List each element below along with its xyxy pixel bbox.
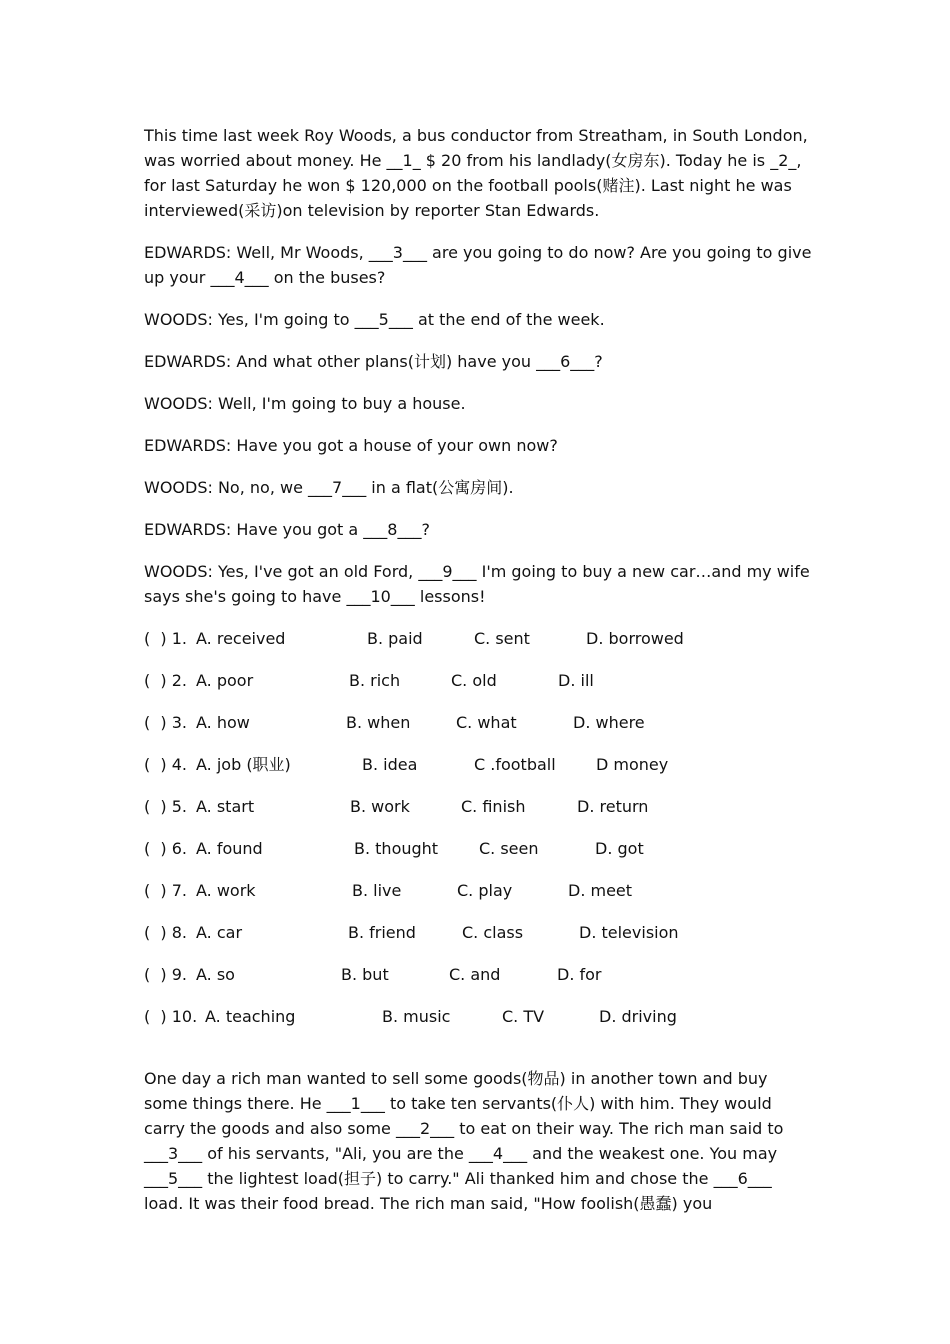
dialogue-line: EDWARDS: Have you got a house of your own now? (144, 436, 558, 455)
passage1-intro: This time last week Roy Woods, a bus conductor from Streatham, in South London, was worried about money. He __1_ $ 20 from his landlady(女房东). Today he is _2_, for last Saturday he won $ 120,000 on the football pools(赌注). Last night he was interviewed(采访)on television by reporter Stan Edwards. (144, 126, 808, 220)
question-number: ( ) 8. (144, 923, 188, 942)
question-number: ( ) 10. (144, 1007, 198, 1026)
option-a: A. start (196, 797, 255, 816)
option-b: B. when (346, 713, 411, 732)
question-number: ( ) 5. (144, 797, 188, 816)
option-d: D. ill (558, 671, 594, 690)
option-c: C. and (449, 965, 501, 984)
option-b: B. idea (362, 755, 418, 774)
option-d: D. meet (568, 881, 633, 900)
question-number: ( ) 2. (144, 671, 188, 690)
dialogue-line: WOODS: Yes, I'm going to ___5___ at the end of the week. (144, 310, 605, 329)
option-d: D money (596, 755, 669, 774)
section-spacer (144, 1046, 816, 1066)
option-c: C. sent (474, 629, 530, 648)
option-b: B. music (382, 1007, 451, 1026)
dialogue-line: WOODS: Well, I'm going to buy a house. (144, 394, 466, 413)
option-c: C. play (457, 881, 513, 900)
option-c: C. old (451, 671, 497, 690)
option-a: A. so (196, 965, 235, 984)
option-d: D. driving (599, 1007, 677, 1026)
question-item (144, 668, 816, 693)
dialogue-line: WOODS: No, no, we ___7___ in a flat(公寓房间). (144, 478, 514, 497)
option-d: D. television (579, 923, 679, 942)
document-page (144, 123, 816, 1233)
option-a: A. poor (196, 671, 254, 690)
option-b: B. paid (367, 629, 423, 648)
option-c: C. TV (502, 1007, 545, 1026)
question-number: ( ) 6. (144, 839, 188, 858)
option-c: C .football (474, 755, 556, 774)
option-a: A. work (196, 881, 256, 900)
option-c: C. seen (479, 839, 539, 858)
question-item (144, 794, 816, 819)
question-item (144, 710, 816, 735)
option-a: A. found (196, 839, 263, 858)
question-number: ( ) 7. (144, 881, 188, 900)
option-d: D. for (557, 965, 602, 984)
option-a: A. received (196, 629, 286, 648)
question-list (144, 626, 816, 1029)
dialogue-line: EDWARDS: And what other plans(计划) have you ___6___? (144, 352, 603, 371)
option-b: B. thought (354, 839, 439, 858)
question-number: ( ) 4. (144, 755, 188, 774)
dialogue-line: WOODS: Yes, I've got an old Ford, ___9___ I'm going to buy a new car…and my wife says she's going to have ___10___ lessons! (144, 562, 810, 606)
option-d: D. got (595, 839, 644, 858)
question-item (144, 752, 816, 777)
option-a: A. job (职业) (196, 755, 291, 774)
option-a: A. how (196, 713, 250, 732)
option-d: D. borrowed (586, 629, 684, 648)
dialogue-line: EDWARDS: Well, Mr Woods, ___3___ are you going to do now? Are you going to give up your ___4___ on the buses? (144, 243, 812, 287)
option-b: B. rich (349, 671, 401, 690)
passage2-text: One day a rich man wanted to sell some goods(物品) in another town and buy some things there. He ___1___ to take ten servants(仆人) with him. They would carry the goods and also some ___2___ to eat on their way. The rich man said to ___3___ of his servants, "Ali, you are the ___4___ and the weakest one. You may ___5___ the lightest load(担子) to carry." Ali thanked him and chose the ___6___ load. It was their food bread. The rich man said, "How foolish(愚蠢) you (144, 1069, 784, 1213)
option-b: B. but (341, 965, 389, 984)
option-a: A. teaching (205, 1007, 296, 1026)
option-d: D. return (577, 797, 649, 816)
option-c: C. finish (461, 797, 526, 816)
question-number: ( ) 1. (144, 629, 188, 648)
dialogue-line: EDWARDS: Have you got a ___8___? (144, 520, 430, 539)
question-item (144, 1004, 816, 1029)
option-b: B. live (352, 881, 402, 900)
question-item (144, 920, 816, 945)
passage1-dialogue (144, 240, 816, 609)
option-b: B. work (350, 797, 410, 816)
question-number: ( ) 3. (144, 713, 188, 732)
option-c: C. class (462, 923, 524, 942)
option-a: A. car (196, 923, 243, 942)
question-item (144, 878, 816, 903)
option-b: B. friend (348, 923, 416, 942)
question-item (144, 626, 816, 651)
question-item (144, 836, 816, 861)
option-d: D. where (573, 713, 645, 732)
question-item (144, 962, 816, 987)
question-number: ( ) 9. (144, 965, 188, 984)
option-c: C. what (456, 713, 517, 732)
